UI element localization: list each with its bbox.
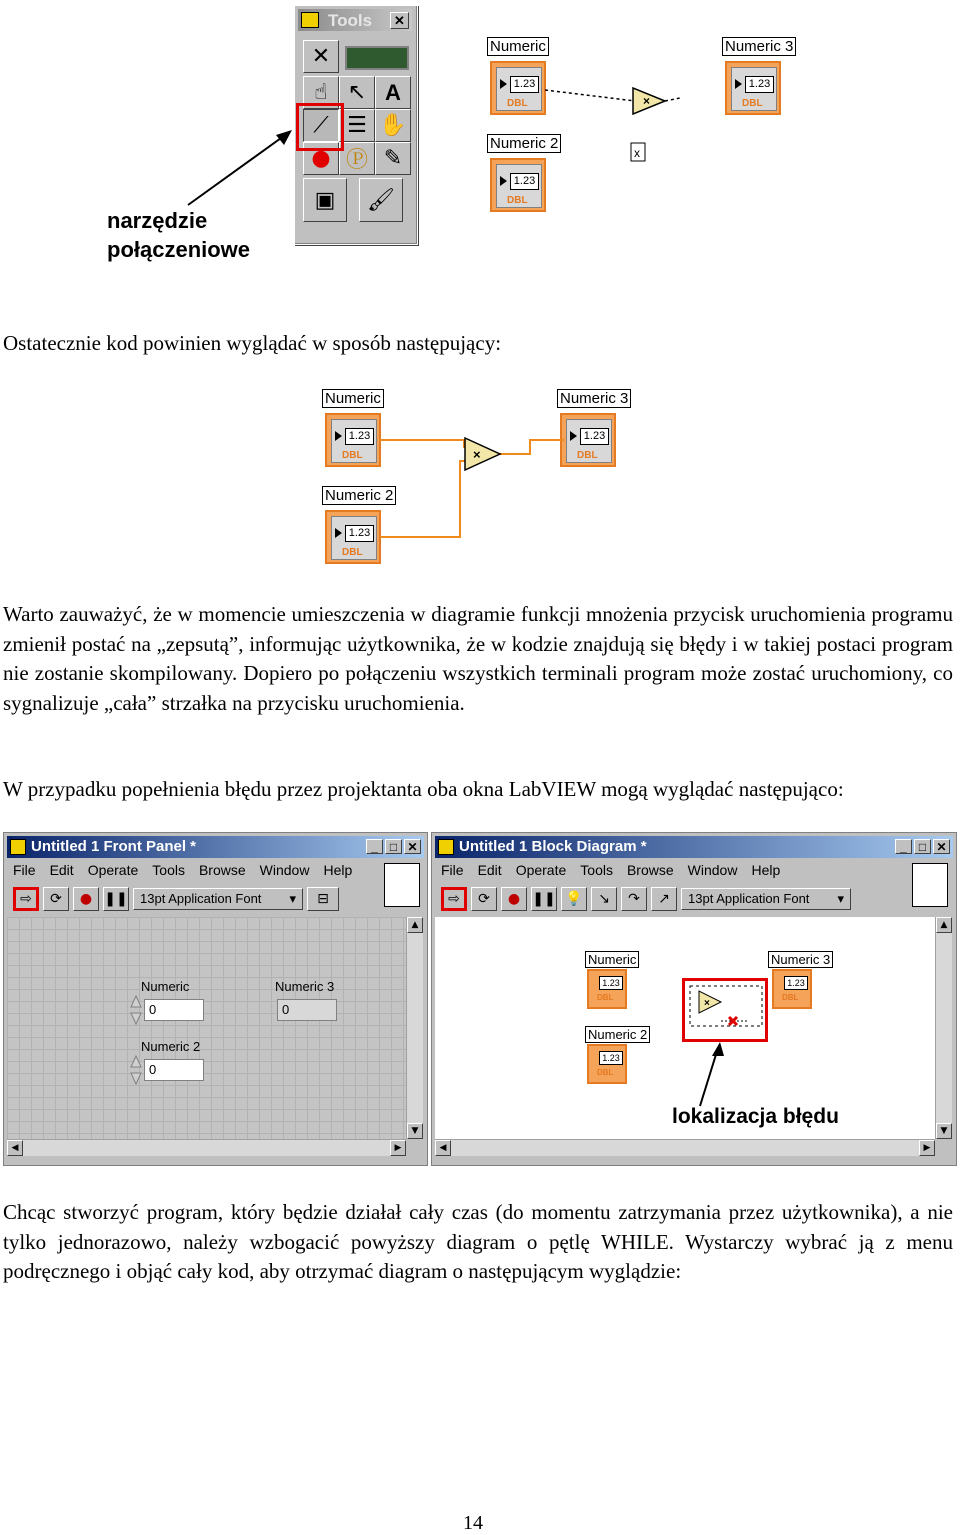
indicator-label-numeric3: Numeric 3 bbox=[275, 979, 335, 994]
terminal-numeric[interactable] bbox=[490, 61, 546, 115]
color-copy-icon[interactable]: ✎ bbox=[375, 142, 411, 175]
block-diagram-title: Untitled 1 Block Diagram * bbox=[459, 838, 647, 855]
block-diagram-menubar bbox=[435, 862, 780, 882]
page-number: 14 bbox=[463, 1512, 483, 1534]
terminal-numeric[interactable] bbox=[325, 413, 381, 467]
menu-file[interactable]: File bbox=[13, 862, 36, 878]
run-continuously-icon[interactable]: ⟳ bbox=[43, 887, 69, 911]
terminal-label-numeric3: Numeric 3 bbox=[557, 389, 631, 408]
terminal-value: 1.23 bbox=[745, 76, 774, 93]
terminal-type: DBL bbox=[597, 993, 614, 1002]
terminal-type: DBL bbox=[342, 450, 363, 461]
wiring-tool-caption bbox=[107, 206, 250, 264]
multiply-node[interactable] bbox=[699, 991, 721, 1013]
menu-browse[interactable]: Browse bbox=[198, 862, 246, 878]
labview-icon bbox=[301, 12, 319, 28]
step-out-icon[interactable]: ↗ bbox=[651, 887, 677, 911]
front-panel-menubar bbox=[7, 862, 352, 882]
horizontal-scrollbar[interactable] bbox=[435, 1139, 935, 1156]
numeric3-indicator: 0 bbox=[277, 999, 337, 1021]
menu-browse[interactable]: Browse bbox=[626, 862, 674, 878]
menu-tools[interactable]: Tools bbox=[580, 862, 613, 878]
caption-line-1: narzędzie bbox=[107, 208, 208, 233]
broken-run-button[interactable]: ⇨ bbox=[13, 887, 39, 911]
highlight-execution-icon[interactable]: 💡 bbox=[561, 887, 587, 911]
scroll-hand-icon[interactable]: ✋ bbox=[375, 109, 411, 142]
vi-connector-icon[interactable] bbox=[912, 863, 948, 907]
terminal-value: 1.23 bbox=[599, 976, 623, 990]
abort-icon[interactable]: ● bbox=[73, 887, 99, 911]
menu-window[interactable]: Window bbox=[687, 862, 738, 878]
paragraph-2: Warto zauważyć, że w momencie umieszczenia w diagramie funkcji mnożenia przycisk uruchomienia programu zmienił postać na „zepsutą”, informując użytkownika, że w kodzie znajdują się błędy i w takiej postaci program nie zostanie skompilowany. Dopiero po połączeniu wszystkich terminali program może zostać uruchomiony, co sygnalizuje „cała” strzałka na przycisku uruchomienia. bbox=[3, 602, 953, 715]
scroll-down-icon[interactable]: ▼ bbox=[407, 1123, 423, 1139]
menu-file[interactable]: File bbox=[441, 862, 464, 878]
tools-palette-title: Tools bbox=[328, 11, 373, 30]
svg-text:×: × bbox=[704, 998, 710, 1009]
front-panel-titlebar[interactable] bbox=[7, 836, 424, 858]
scroll-up-icon[interactable]: ▲ bbox=[936, 917, 952, 933]
control-label-numeric: Numeric bbox=[141, 979, 190, 994]
terminal-label-numeric: Numeric bbox=[585, 951, 639, 968]
close-button[interactable]: ✕ bbox=[390, 12, 409, 29]
abort-icon[interactable]: ● bbox=[501, 887, 527, 911]
pointer-arrow bbox=[180, 125, 300, 210]
front-panel-window bbox=[3, 832, 428, 1166]
terminal-type: DBL bbox=[507, 98, 528, 109]
font-selector-value: 13pt Application Font bbox=[140, 891, 262, 906]
auto-tool-indicator bbox=[345, 46, 409, 70]
block-diagram-toolbar bbox=[435, 885, 851, 913]
terminal-numeric3[interactable] bbox=[725, 61, 781, 115]
maximize-button[interactable]: □ bbox=[385, 839, 402, 854]
terminal-type: DBL bbox=[597, 1068, 614, 1077]
pause-icon[interactable]: ❚❚ bbox=[531, 887, 557, 911]
terminal-type: DBL bbox=[577, 450, 598, 461]
scroll-right-icon[interactable]: ▶ bbox=[390, 1140, 406, 1156]
broken-run-button[interactable]: ⇨ bbox=[441, 887, 467, 911]
terminal-value: 1.23 bbox=[510, 76, 539, 93]
paragraph-3: W przypadku popełnienia błędu przez projektanta oba okna LabVIEW mogą wyglądać następująco: bbox=[3, 777, 844, 801]
terminal-value: 1.23 bbox=[580, 428, 609, 445]
svg-text:x: x bbox=[634, 146, 640, 160]
scroll-left-icon[interactable]: ◀ bbox=[435, 1140, 451, 1156]
menu-help[interactable]: Help bbox=[323, 862, 353, 878]
chevron-down-icon: ▾ bbox=[837, 891, 844, 906]
vertical-scrollbar[interactable] bbox=[406, 917, 423, 1139]
front-panel-toolbar bbox=[7, 885, 339, 913]
menu-operate[interactable]: Operate bbox=[87, 862, 139, 878]
terminal-type: DBL bbox=[742, 98, 763, 109]
color-box-icon[interactable]: ▣ bbox=[303, 178, 347, 222]
vertical-scrollbar[interactable] bbox=[935, 917, 952, 1139]
increment-decrement-icon[interactable] bbox=[130, 1055, 142, 1085]
scroll-right-icon[interactable]: ▶ bbox=[919, 1140, 935, 1156]
maximize-button[interactable]: □ bbox=[914, 839, 931, 854]
font-selector[interactable] bbox=[681, 888, 851, 910]
font-selector[interactable] bbox=[133, 888, 303, 910]
menu-tools[interactable]: Tools bbox=[152, 862, 185, 878]
close-button[interactable]: ✕ bbox=[933, 839, 950, 854]
terminal-label-numeric2: Numeric 2 bbox=[322, 486, 396, 505]
auto-tool-icon[interactable]: ✕ bbox=[303, 40, 339, 73]
multiply-node[interactable] bbox=[465, 438, 500, 470]
scroll-left-icon[interactable]: ◀ bbox=[7, 1140, 23, 1156]
step-into-icon[interactable]: ↘ bbox=[591, 887, 617, 911]
terminal-label-numeric3: Numeric 3 bbox=[722, 37, 796, 56]
svg-text:×: × bbox=[473, 447, 481, 462]
front-panel-canvas bbox=[7, 917, 406, 1139]
label-text-icon[interactable]: A bbox=[375, 76, 411, 109]
broken-multiply-node bbox=[687, 983, 765, 1039]
menu-window[interactable]: Window bbox=[259, 862, 310, 878]
terminal-value: 1.23 bbox=[599, 1051, 623, 1065]
menu-edit[interactable]: Edit bbox=[49, 862, 74, 878]
breakpoint-icon[interactable]: ● bbox=[303, 142, 339, 175]
menu-help[interactable]: Help bbox=[751, 862, 781, 878]
terminal-value: 1.23 bbox=[345, 428, 374, 445]
minimize-button[interactable]: _ bbox=[895, 839, 912, 854]
terminal-value: 1.23 bbox=[345, 525, 374, 542]
wired-diagram bbox=[380, 430, 570, 550]
vi-connector-icon[interactable] bbox=[384, 863, 420, 907]
paragraph-4: Chcąc stworzyć program, który będzie działał cały czas (do momentu zatrzymania przez użytkownika), a nie tylko jednorazowo, należy wzbogacić powyższy diagram o pętlę WHILE. Wystarczy wybrać ją z menu podręcznego i objąć cały kod, aby otrzymać diagram o następującym wyglądzie: bbox=[3, 1200, 953, 1283]
front-panel-title: Untitled 1 Front Panel * bbox=[31, 838, 197, 855]
terminal-numeric2[interactable] bbox=[325, 510, 381, 564]
shortcut-menu-icon[interactable]: ☰ bbox=[339, 109, 375, 142]
probe-icon[interactable]: Ⓟ bbox=[339, 142, 375, 175]
svg-text:×: × bbox=[643, 94, 651, 108]
operate-hand-icon[interactable]: ☝ bbox=[303, 76, 339, 109]
terminal-numeric[interactable] bbox=[587, 969, 627, 1009]
minimize-button[interactable]: _ bbox=[366, 839, 383, 854]
terminal-value: 1.23 bbox=[510, 173, 539, 190]
font-selector-value: 13pt Application Font bbox=[688, 891, 810, 906]
increment-decrement-icon[interactable] bbox=[130, 995, 142, 1025]
position-arrow-icon[interactable]: ↖ bbox=[339, 76, 375, 109]
numeric2-control[interactable]: 0 bbox=[144, 1059, 204, 1081]
run-continuously-icon[interactable]: ⟳ bbox=[471, 887, 497, 911]
scroll-down-icon[interactable]: ▼ bbox=[936, 1123, 952, 1139]
scroll-up-icon[interactable]: ▲ bbox=[407, 917, 423, 933]
numeric-control[interactable]: 0 bbox=[144, 999, 204, 1021]
terminal-label-numeric2: Numeric 2 bbox=[585, 1026, 650, 1043]
terminal-value: 1.23 bbox=[784, 976, 808, 990]
terminal-numeric3[interactable] bbox=[772, 969, 812, 1009]
error-pointer-arrow bbox=[690, 1040, 730, 1110]
horizontal-scrollbar[interactable] bbox=[7, 1139, 406, 1156]
tools-palette-titlebar[interactable] bbox=[298, 9, 412, 31]
block-diagram-titlebar[interactable] bbox=[435, 836, 953, 858]
terminal-label-numeric2: Numeric 2 bbox=[487, 134, 561, 153]
terminal-type: DBL bbox=[507, 195, 528, 206]
wiring-spool-icon[interactable]: ⟋ bbox=[303, 109, 339, 142]
vi-title-icon bbox=[438, 839, 454, 855]
menu-operate[interactable]: Operate bbox=[515, 862, 567, 878]
terminal-numeric2[interactable] bbox=[490, 158, 546, 212]
error-location-caption: lokalizacja błędu bbox=[672, 1105, 839, 1128]
wiring-tool-highlight bbox=[296, 103, 344, 151]
menu-edit[interactable]: Edit bbox=[477, 862, 502, 878]
paragraph-1: Ostatecznie kod powinien wyglądać w sposób następujący: bbox=[3, 331, 502, 355]
terminal-label-numeric: Numeric bbox=[322, 389, 384, 408]
close-button[interactable]: ✕ bbox=[404, 839, 421, 854]
align-icon[interactable]: ⊟ bbox=[307, 887, 339, 911]
chevron-down-icon: ▾ bbox=[289, 891, 296, 906]
block-diagram-window bbox=[431, 832, 957, 1166]
pause-icon[interactable]: ❚❚ bbox=[103, 887, 129, 911]
terminal-label-numeric3: Numeric 3 bbox=[768, 951, 833, 968]
terminal-label-numeric: Numeric bbox=[487, 37, 549, 56]
caption-line-2: połączeniowe bbox=[107, 237, 251, 262]
vi-title-icon bbox=[10, 839, 26, 855]
control-label-numeric2: Numeric 2 bbox=[141, 1039, 201, 1054]
unwired-diagram bbox=[545, 80, 685, 170]
terminal-numeric2[interactable] bbox=[587, 1044, 627, 1084]
coloring-brush-icon[interactable]: 🖌 bbox=[359, 178, 403, 222]
terminal-type: DBL bbox=[782, 993, 799, 1002]
terminal-type: DBL bbox=[342, 547, 363, 558]
step-over-icon[interactable]: ↷ bbox=[621, 887, 647, 911]
